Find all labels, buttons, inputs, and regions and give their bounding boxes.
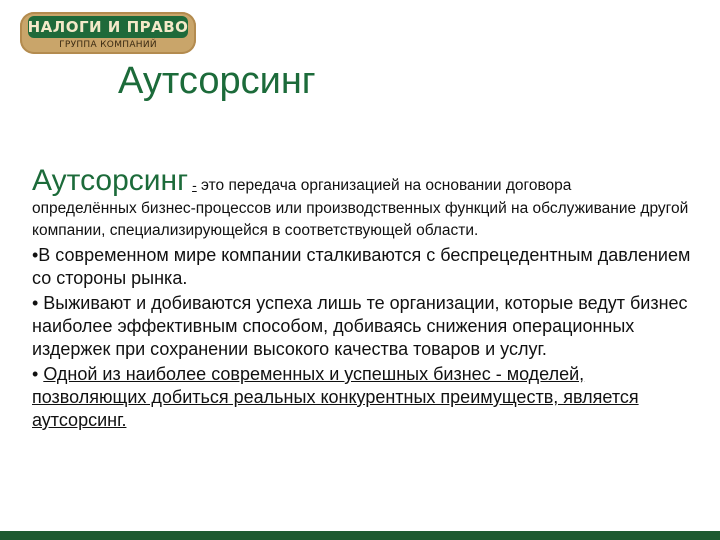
logo-title: НАЛОГИ И ПРАВО xyxy=(27,18,189,36)
company-logo xyxy=(20,12,196,54)
bullet-marker: • xyxy=(32,364,44,384)
slide-title: Аутсорсинг xyxy=(118,60,316,102)
footer-bar xyxy=(0,531,720,540)
definition-text-rest: определённых бизнес-процессов или производственных функций на обслуживание другой компании, специализирующейся в соответствующей области. xyxy=(32,200,689,239)
logo-subtitle: ГРУППА КОМПАНИЙ xyxy=(59,40,157,50)
slide-content xyxy=(32,166,697,432)
definition-lead xyxy=(32,166,697,196)
definition-text-line1: это передача организацией на основании договора xyxy=(196,177,572,194)
bullet-item: • Выживают и добиваются успеха лишь те организации, которые ведут бизнес наиболее эффективным способом, добиваясь снижения операционных издержек при сохранении высокого качества товаров и услуг. xyxy=(32,293,688,359)
logo-title-plate xyxy=(28,16,188,38)
bullet-item: •В современном мире компании сталкиваются с беспрецедентным давлением со стороны рынка. xyxy=(32,245,691,288)
definition-term: Аутсорсинг xyxy=(32,164,189,197)
bullet-item-conclusion xyxy=(32,363,697,432)
conclusion-text: Одной из наиболее современных и успешных бизнес - моделей, позволяющих добиться реальных конкурентных преимуществ, является аутсорсинг. xyxy=(32,364,639,430)
definition-dash: - xyxy=(192,177,197,193)
